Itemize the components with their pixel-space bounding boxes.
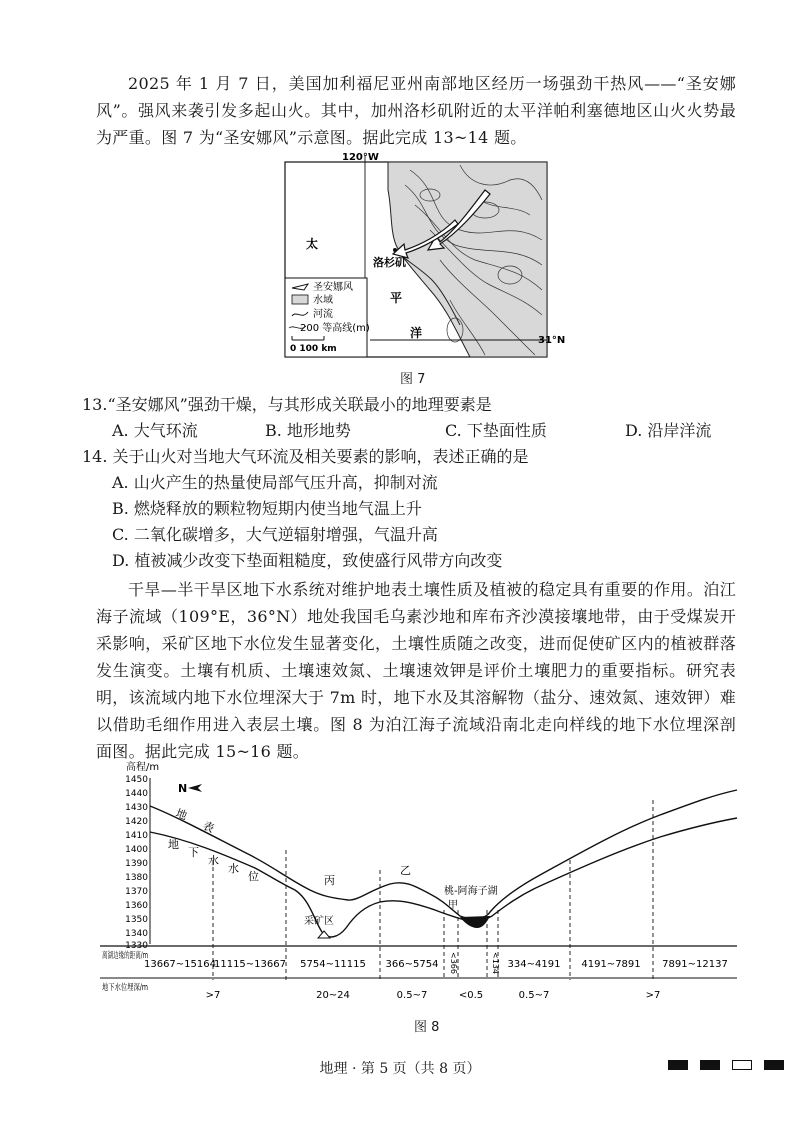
groundwater-table-line — [150, 818, 737, 937]
dist-cell: 5754~11115 — [300, 959, 366, 970]
depth-cell: 20~24 — [316, 990, 350, 1001]
lat-label: 31°N — [538, 335, 566, 346]
intro-paragraph-1: 2025 年 1 月 7 日，美国加利福尼亚州南部地区经历一场强劲干热风——“圣安娜风”。强风来袭引发多起山火。其中，加州洛杉矶附近的太平洋帕利塞德地区山火火势最为严重。图 7 为“圣安娜风”示意图。据此完成 13~14 题。 — [96, 74, 736, 147]
y-tick: 1450 — [125, 775, 148, 785]
q14-option-c: C. 二氧化碳增多，大气逆辐射增强，气温升高 — [112, 525, 438, 544]
mark-solid — [700, 1060, 720, 1070]
city-label: 洛杉矶 — [373, 256, 406, 269]
q13-option-b: B. 地形地势 — [265, 421, 351, 440]
north-label: N — [178, 782, 188, 795]
mine-marker-icon — [318, 931, 330, 938]
depth-cell: <0.5 — [458, 990, 484, 1001]
y-tick: 1330 — [125, 941, 148, 951]
y-tick: 1350 — [125, 915, 148, 925]
depth-cell: 0.5~7 — [518, 990, 550, 1001]
row1-header-a: 离湖边缘的距离/m — [102, 951, 173, 961]
depth-cell: 0.5~7 — [396, 990, 428, 1001]
water-legend-icon — [292, 295, 308, 304]
y-tick: 1380 — [125, 873, 148, 883]
label-jia: 甲 — [448, 900, 458, 911]
q13-option-c: C. 下垫面性质 — [445, 421, 547, 440]
dist-cell: 7891~12137 — [662, 959, 728, 970]
dist-cell: 334~4191 — [507, 959, 561, 970]
dist-cell: <366 — [449, 952, 458, 974]
label-mine: 采矿区 — [304, 916, 334, 927]
mark-solid — [668, 1060, 688, 1070]
figure-7-map — [280, 150, 566, 365]
north-arrow-icon — [188, 784, 202, 792]
y-tick: 1390 — [125, 859, 148, 869]
lake-shape — [460, 916, 490, 928]
q14-option-d: D. 植被减少改变下垫面粗糙度，致使盛行风带方向改变 — [112, 551, 503, 570]
row2-header: 地下水位埋深/m — [102, 983, 165, 993]
water-label-4: 水 — [228, 862, 239, 875]
y-tick: 1400 — [125, 845, 148, 855]
dist-cell: 13667~15164 — [143, 959, 217, 970]
ocean-char-3: 洋 — [410, 326, 423, 340]
water-label-1: 地 — [168, 838, 179, 851]
question-14-stem: 14. 关于山火对当地大气环流及相关要素的影响，表述正确的是 — [82, 447, 529, 466]
depth-cell: >7 — [205, 990, 221, 1001]
question-13-stem: 13.“圣安娜风”强劲干燥，与其形成关联最小的地理要素是 — [82, 395, 492, 414]
legend-river: 河流 — [313, 309, 333, 320]
y-tick: 1360 — [125, 901, 148, 911]
dist-cell: <134 — [491, 952, 500, 974]
surface-label-1: 地 — [173, 806, 189, 823]
mark-hollow — [732, 1060, 752, 1070]
water-label-5: 位 — [248, 870, 259, 883]
dist-cell: 11115~13667 — [213, 959, 287, 970]
intro-paragraph-2: 干旱—半干旱区地下水系统对维护地表土壤性质及植被的稳定具有重要的作用。泊江海子流域（109°E，36°N）地处我国毛乌素沙地和库布齐沙漠接壤地带，由于受煤炭开采影响，采矿区地下水位发生显著变化，土壤性质随之改变，进而促使矿区内的植被群落发生演变。土壤有机质、土壤速效氮、土壤速效钾是评价土壤肥力的重要指标。研究表明，该流域内地下水位埋深大于 7m 时，地下水及其溶解物（盐分、速效氮、速效钾）难以借助毛细作用进入表层土壤。图 8 为泊江海子流域沿南北走向样线的地下水位埋深剖面图。据此完成 15~16 题。 — [96, 580, 736, 761]
page-footer: 地理 · 第 5 页（共 8 页） — [319, 1061, 481, 1077]
legend-contour: 200 等高线(m) — [300, 323, 370, 334]
y-axis-title: 高程/m — [126, 762, 160, 773]
water-label-3: 水 — [208, 854, 219, 867]
y-tick: 1430 — [125, 803, 148, 813]
q13-option-a: A. 大气环流 — [112, 421, 198, 440]
legend-wind: 圣安娜风 — [313, 282, 353, 293]
surface-label-2: 表 — [200, 818, 217, 836]
dist-cell: 366~5754 — [385, 959, 439, 970]
figure-8-profile — [100, 760, 750, 1015]
ground-surface-line — [150, 790, 737, 919]
page-marks — [668, 1060, 784, 1070]
q14-option-b: B. 燃烧释放的颗粒物短期内使当地气温上升 — [112, 499, 422, 518]
figure-8-caption: 图 8 — [414, 1020, 440, 1035]
mark-solid — [764, 1060, 784, 1070]
scale-label: 0 100 km — [290, 344, 337, 354]
question-13-options — [112, 418, 752, 444]
label-lake: 桃-阿海子湖 — [444, 886, 498, 897]
label-yi: 乙 — [400, 864, 411, 877]
label-bing: 丙 — [324, 874, 335, 887]
section-dividers — [213, 800, 653, 980]
figure-7-caption: 图 7 — [400, 372, 426, 387]
y-tick: 1420 — [125, 817, 148, 827]
q13-option-d: D. 沿岸洋流 — [625, 421, 712, 440]
y-ticks — [125, 775, 148, 951]
y-tick: 1370 — [125, 887, 148, 897]
ocean-char-2: 平 — [390, 291, 403, 305]
q14-option-a: A. 山火产生的热量使局部气压升高，抑制对流 — [112, 473, 438, 492]
water-label-2: 下 — [188, 846, 199, 859]
city-dot — [393, 248, 397, 252]
y-tick: 1440 — [125, 789, 148, 799]
ocean-char-1: 太 — [306, 237, 319, 251]
y-tick: 1410 — [125, 831, 148, 841]
lon-label: 120°W — [342, 152, 379, 163]
dist-cell: 4191~7891 — [581, 959, 641, 970]
y-tick: 1340 — [125, 929, 148, 939]
legend-water: 水域 — [313, 295, 333, 306]
depth-cell: >7 — [645, 990, 661, 1001]
